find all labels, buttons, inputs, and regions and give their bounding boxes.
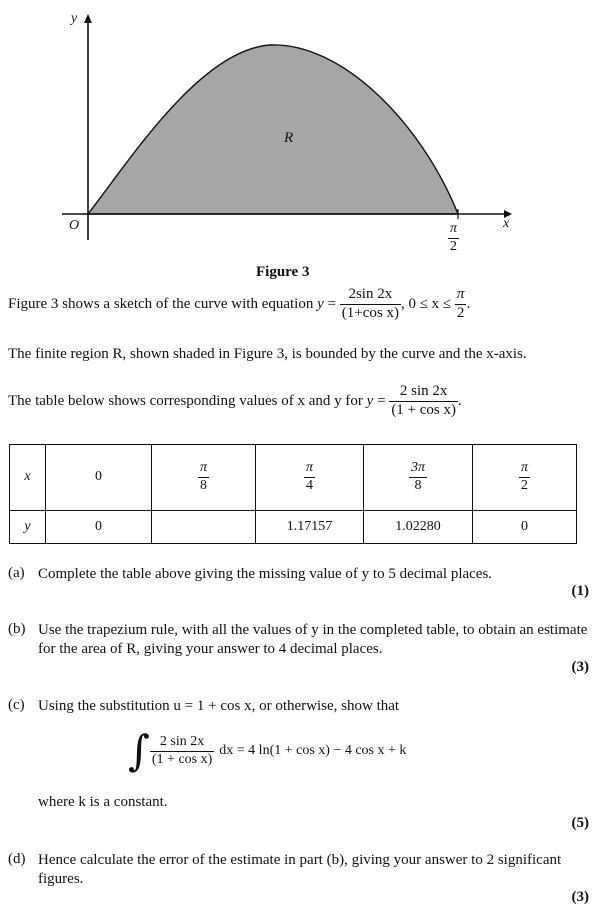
origin-label: O (69, 218, 80, 233)
table-cell: 0 (46, 445, 152, 511)
question-c-label: (c) (8, 697, 25, 713)
table-cell: 1.02280 (364, 510, 473, 543)
table-cell: $\frac{\pi}{4}$ (256, 445, 364, 511)
x-axis-label: x (503, 216, 510, 231)
y-axis-arrow (84, 14, 92, 23)
values-table (9, 444, 577, 544)
figure-3-sketch (0, 0, 601, 265)
y-axis-label: y (71, 11, 78, 26)
question-c-where: where k is a constant. (38, 794, 168, 810)
question-b-label: (b) (8, 621, 26, 637)
shaded-region-r (88, 45, 458, 214)
intro-line-2: The finite region R, shown shaded in Figure 3, is bounded by the curve and the x-axis. (8, 346, 527, 362)
question-d-text: Hence calculate the error of the estimate in part (b), giving your answer to 2 significant figures. (38, 852, 562, 887)
integral-sign: ∫ (128, 726, 150, 775)
table-cell: $\frac{3\pi}{8}$ (364, 445, 473, 511)
table-cell: $\frac{\pi}{2}$ (473, 445, 577, 511)
figure-caption: Figure 3 (256, 264, 310, 280)
table-row-y (10, 510, 577, 543)
table-cell: 0 (473, 510, 577, 543)
table-cell-missing (152, 510, 256, 543)
question-c-text: Using the substitution u = 1 + cos x, or otherwise, show that (38, 698, 400, 714)
integral-identity: ∫ $\frac{2 \sin 2x}{\text{(1 + cos x)}}$ dx = 4 ln(1 + cos x) − 4 cos x + k (128, 726, 407, 775)
intro-line-3: The table below shows corresponding values of x and y for y = $\frac{2 \sin 2x}{\text{(1 + cos x)}}$ . (8, 383, 462, 418)
question-a-label: (a) (8, 565, 25, 581)
question-a-text: Complete the table above giving the missing value of y to 5 decimal places. (38, 566, 493, 582)
table-cell: 0 (46, 510, 152, 543)
question-b-marks: (3) (571, 659, 589, 675)
intro-line-1: Figure 3 shows a sketch of the curve with equation y = $\frac{2\sin 2x}{\text{(1+cos x)}}$ , 0 ≤ x ≤ $\frac{\pi}{2}$ . (8, 286, 471, 321)
question-d-label: (d) (8, 851, 26, 867)
question-d-marks: (3) (571, 889, 589, 905)
table-cell: $\frac{\pi}{8}$ (152, 445, 256, 511)
row-label-x: x (10, 445, 46, 511)
x-end-label: $\frac{\pi}{2}$ (450, 221, 458, 254)
row-label-y: y (10, 510, 46, 543)
question-c-marks: (5) (571, 815, 589, 831)
region-label: R (284, 130, 294, 146)
table-cell: 1.17157 (256, 510, 364, 543)
question-a-marks: (1) (571, 583, 589, 599)
table-row-x (10, 445, 577, 511)
question-b-text: Use the trapezium rule, with all the values of y in the completed table, to obtain an estimate for the area of R, giving your answer to 4 decimal places. (38, 622, 588, 657)
